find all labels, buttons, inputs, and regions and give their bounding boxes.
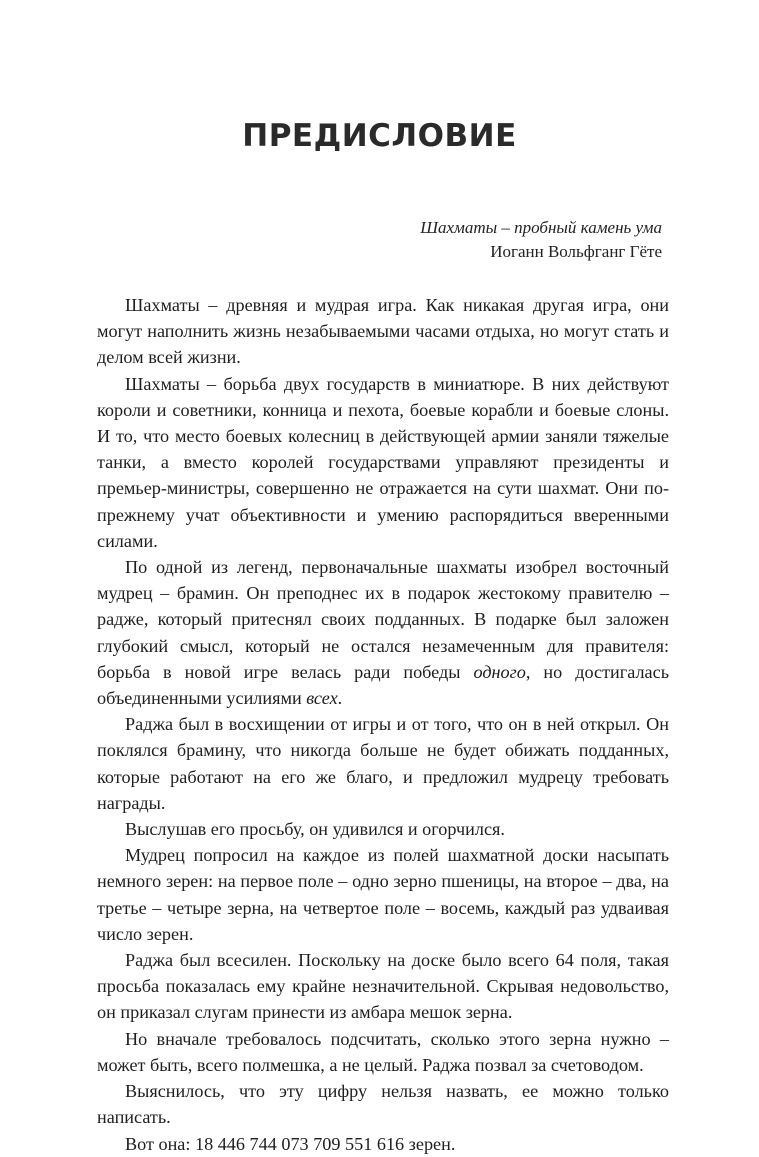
paragraph: Раджа был всесилен. Поскольку на доске было всего 64 поля, такая просьба показалась ему крайне незначительной. Скрывая недовольство, он приказал слугам принести из амбара мешок зерна. — [97, 950, 669, 1023]
paragraph-text: . — [337, 688, 343, 709]
paragraph: Мудрец попросил на каждое из полей шахматной доски насыпать немного зерен: на первое поле – одно зерно пшеницы, на второе – два, на третье – четыре зерна, на четвертое поле – восемь, каждый раз удваивая число зерен. — [97, 845, 669, 944]
paragraph: Выяснилось, что эту цифру нельзя назвать, ее можно только написать. — [97, 1081, 669, 1128]
paragraph: Шахматы – древняя и мудрая игра. Как никакая другая игра, они могут наполнить жизнь незабываемыми часами отдыха, но могут стать и делом всей жизни. — [97, 295, 669, 368]
paragraph: Выслушав его просьбу, он удивился и огорчился. — [125, 819, 505, 840]
emphasis-text: одного — [473, 661, 526, 682]
paragraph: Шахматы – борьба двух государств в миниатюре. В них действуют короли и советники, конница и пехота, боевые корабли и боевые слоны. И то, что место боевых колесниц в действующей армии заняли тяжелые танки, а вместо королей государствами управляют президенты и премьер-министры, совершенно не отражается на сути шахмат. Они по-прежнему учат объективности и умению распорядиться вверенными силами. — [97, 373, 669, 551]
paragraph: Раджа был в восхищении от игры и от того, что он в ней открыл. Он поклялся брамину, что никогда больше не будет обижать подданных, которые работают на его же благо, и предложил мудрецу требовать награды. — [97, 714, 669, 813]
paragraph-text: По одной из легенд, первоначальные шахматы изобрел восточный мудрец – брамин. Он преподнес их в подарок жестокому правителю – радже, который притеснял своих подданных. В подарке был заложен глубокий смысл, который не остался незамеченным для правителя: борьба в новой игре велась ради победы — [97, 557, 669, 682]
epigraph — [420, 216, 662, 264]
body-text — [97, 292, 669, 1157]
emphasis-text: всех — [306, 688, 338, 709]
chapter-title: ПРЕДИСЛОВИЕ — [242, 118, 517, 154]
paragraph: Но вначале требовалось подсчитать, сколько этого зерна нужно – может быть, всего полмешка, а не целый. Раджа позвал за счетоводом. — [97, 1028, 669, 1075]
paragraph: Вот она: 18 446 744 073 709 551 616 зерен. — [125, 1133, 456, 1154]
epigraph-quote: Шахматы – пробный камень ума — [420, 218, 662, 237]
paragraph-text: , но достигалась объединенными усилиями — [97, 661, 669, 709]
epigraph-author: Иоганн Вольфганг Гёте — [490, 242, 662, 261]
paragraph — [97, 554, 669, 711]
